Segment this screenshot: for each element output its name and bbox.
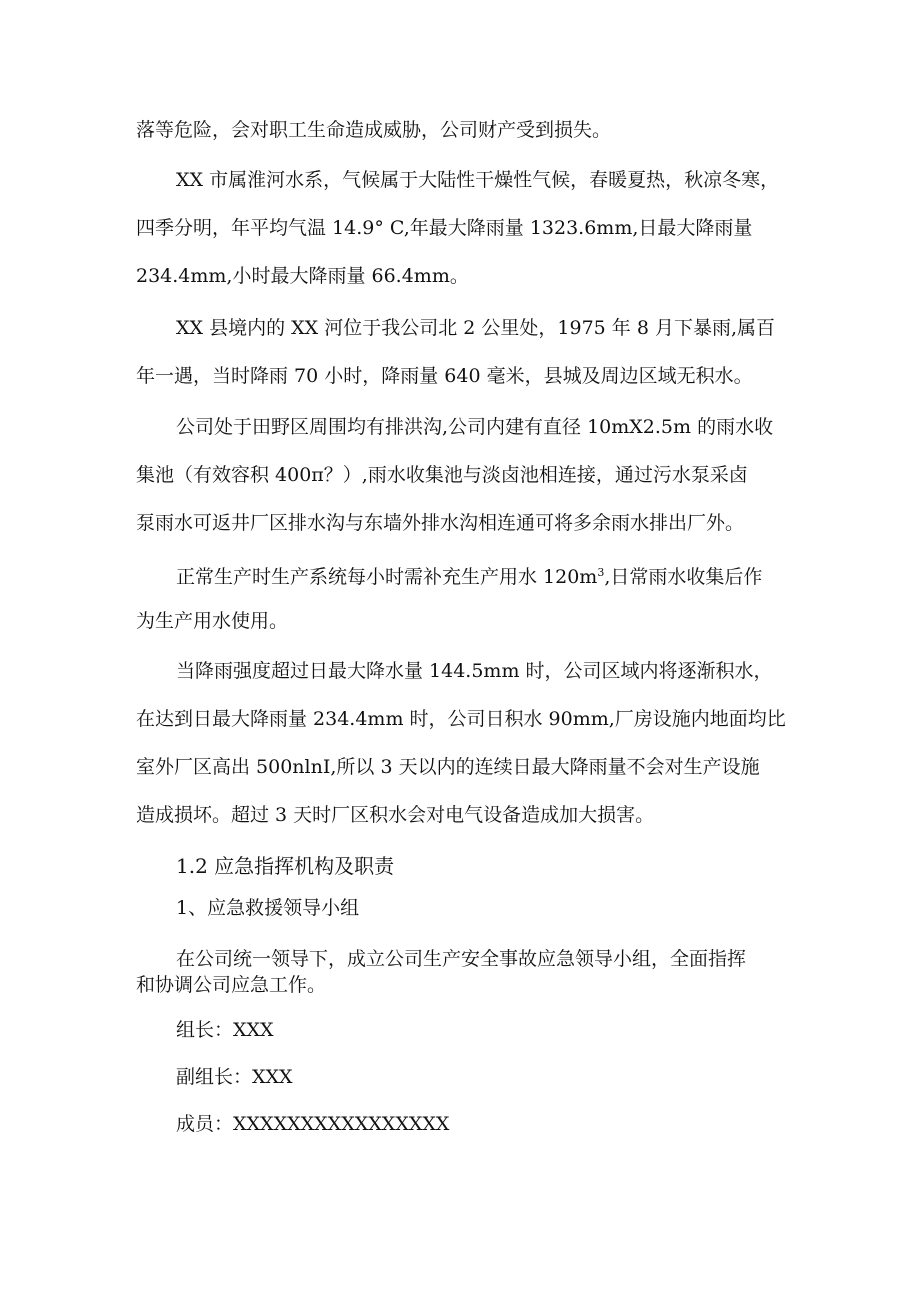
team-members: 成员：XXXXXXXXXXXXXXXX [176, 1113, 450, 1135]
text-segment: 正常生产时生产系统每小时需补充生产用水 120m [176, 566, 598, 588]
paragraph-line: 当降雨强度超过日最大降水量 144.5mm 时，公司区域内将逐渐积水， [176, 660, 773, 682]
paragraph-line: 泵雨水可返井厂区排水沟与东墙外排水沟相连通可将多余雨水排出厂外。 [136, 512, 745, 534]
paragraph-line: 造成损坏。超过 3 天时厂区积水会对电气设备造成加大损害。 [136, 804, 655, 826]
team-deputy: 副组长：XXX [176, 1066, 293, 1088]
paragraph-line: 集池（有效容积 400π？）,雨水收集池与淡卤池相连接，通过污水泵采卤 [136, 464, 748, 486]
paragraph-line: 室外厂区高出 500nlnI,所以 3 天以内的连续日最大降雨量不会对生产设施 [136, 756, 760, 778]
paragraph-line: 年一遇，当时降雨 70 小时，降雨量 640 毫米，县城及周边区域无积水。 [136, 365, 753, 387]
superscript: 3 [597, 566, 605, 579]
paragraph-line: 在达到日最大降雨量 234.4mm 时，公司日积水 90mm,厂房设施内地面均比 [136, 708, 786, 730]
paragraph-line: XX 县境内的 XX 河位于我公司北 2 公里处，1975 年 8 月下暴雨,属百 [176, 317, 775, 339]
paragraph-line [176, 559, 836, 591]
paragraph-line: XX 市属淮河水系，气候属于大陆性干燥性气候，春暖夏热，秋凉冬寒， [176, 169, 780, 191]
paragraph-line: 和协调公司应急工作。 [136, 974, 327, 996]
paragraph-line: 为生产用水使用。 [136, 610, 289, 632]
paragraph-line: 落等危险，会对职工生命造成威胁，公司财产受到损失。 [136, 119, 612, 141]
paragraph-line: 在公司统一领导下，成立公司生产安全事故应急领导小组，全面指挥 [176, 948, 747, 970]
team-leader: 组长：XXX [176, 1019, 274, 1041]
paragraph-line: 四季分明，年平均气温 14.9° C,年最大降雨量 1323.6mm,日最大降雨量 [136, 217, 753, 239]
subsection-heading: 1、应急救援领导小组 [176, 897, 360, 919]
paragraph-line: 公司处于田野区周围均有排洪沟,公司内建有直径 10mX2.5m 的雨水收 [176, 416, 774, 438]
section-heading: 1.2 应急指挥机构及职责 [176, 854, 395, 878]
text-segment: ,日常雨水收集后作 [604, 566, 763, 588]
paragraph-line: 234.4mm,小时最大降雨量 66.4mm。 [136, 265, 469, 287]
